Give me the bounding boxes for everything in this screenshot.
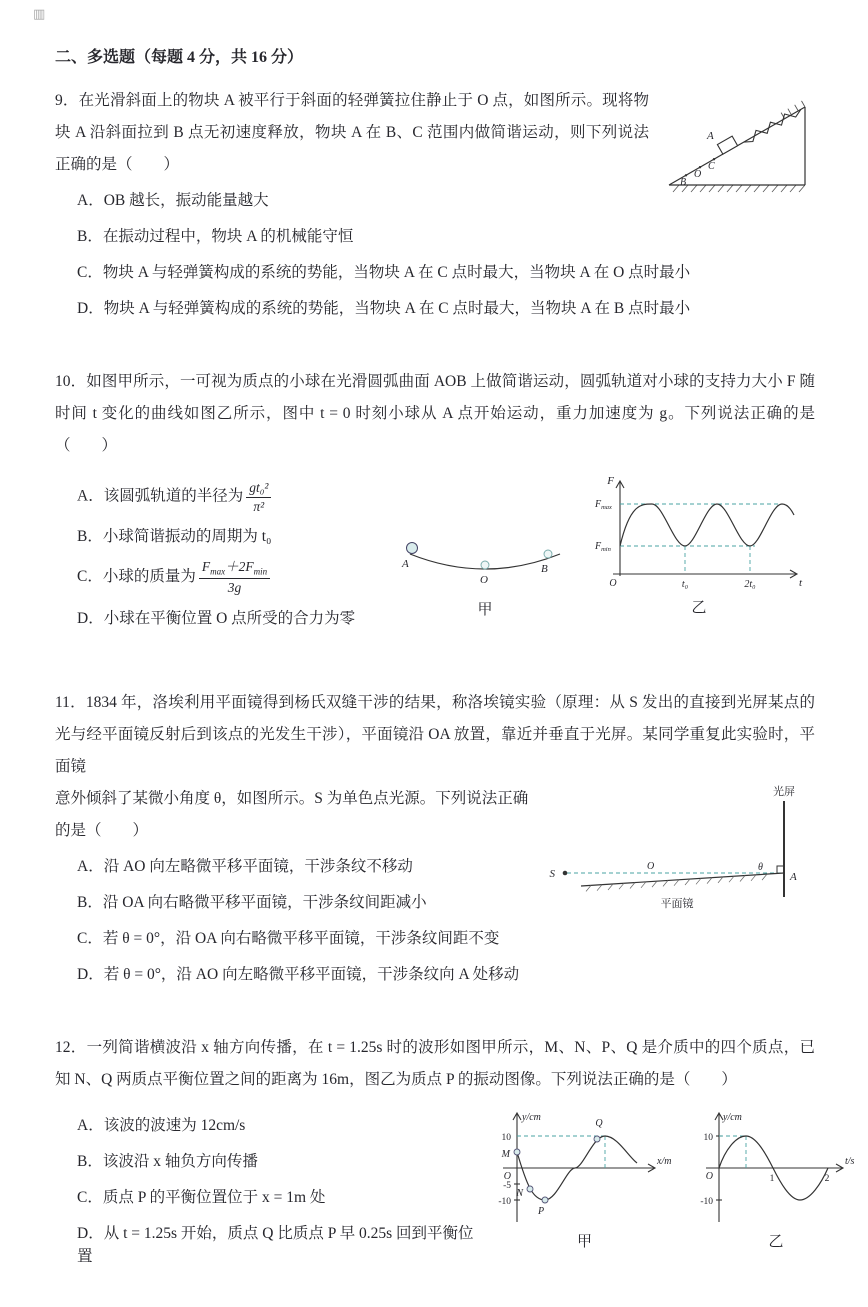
label-screen: 光屏	[773, 785, 795, 798]
question-12-stem: 12．一列简谐横波沿 x 轴方向传播，在 t = 1.25s 时的波形如图甲所示，M、N、P、Q 是介质中的四个质点，已知 N、Q 两质点平衡位置之间的距离为 16m，图乙为质点 P 的振动图像。下列说法正确的是（ ）	[55, 1038, 815, 1088]
question-9-option-c: C．物块 A 与轻弹簧构成的系统的势能，当物块 A 在 C 点时最大，当物块 A 在 O 点时最小	[77, 264, 691, 281]
option-a-text: A．该圆弧轨道的半径为	[77, 487, 244, 505]
arc-track-figure	[395, 524, 575, 619]
ground-hatching	[673, 185, 805, 192]
question-10-option-a	[77, 480, 395, 514]
label-n: N	[516, 1187, 523, 1199]
question-12-option-d: D．从 t = 1.25s 开始，质点 Q 比质点 P 早 0.25s 回到平衡位置	[77, 1224, 474, 1265]
question-9-options	[55, 189, 815, 320]
question-12-option-a: A．该波的波速为 12cm/s	[77, 1116, 246, 1134]
label-a: A	[790, 870, 797, 883]
tick-10: 10	[501, 1132, 511, 1143]
label-b: B	[540, 563, 548, 575]
axis-label-t: t	[799, 577, 803, 589]
label-o: O	[647, 860, 655, 872]
label-m: M	[501, 1148, 510, 1160]
question-10-stem: 10．如图甲所示，一可视为质点的小球在光滑圆弧曲面 AOB 上做简谐运动，圆弧轨道对小球的支持力大小 F 随时间 t 变化的曲线如图乙所示，图中 t = 0 时刻小球从 A 点开始运动，重力加速度为 g。下列说法正确的是（ ）	[55, 373, 815, 454]
fraction-numerator: gt₀²	[246, 480, 271, 498]
question-11-option-a: A．沿 AO 向左略微平移平面镜，干涉条纹不移动	[77, 857, 413, 875]
tick-10: 10	[703, 1132, 713, 1143]
label-q: Q	[595, 1117, 603, 1129]
question-11-option-c: C．若 θ = 0°，沿 OA 向右略微平移平面镜，干涉条纹间距不变	[77, 929, 500, 947]
ball-at-o	[481, 561, 489, 569]
axis-label-x: x/m	[657, 1155, 672, 1167]
ball-at-b	[544, 550, 552, 558]
plane-mirror	[581, 873, 784, 886]
mirror-hatching	[586, 874, 767, 891]
dashed-guides	[719, 1136, 746, 1168]
question-10-option-b: B．小球简谐振动的周期为 t₀	[77, 528, 272, 546]
question-10-option-c	[77, 559, 395, 596]
particle-m	[514, 1149, 520, 1155]
label-o: O	[479, 574, 488, 586]
question-10-option-d: D．小球在平衡位置 O 点所受的合力为零	[77, 609, 356, 627]
tick-minus10: -10	[498, 1196, 511, 1207]
axes	[613, 481, 797, 578]
point-source	[563, 870, 568, 875]
axis-label-t: t/s	[845, 1155, 855, 1167]
particle-q	[594, 1136, 600, 1142]
particle-n	[527, 1186, 533, 1192]
tick-1: 1	[769, 1173, 775, 1184]
force-time-graph	[593, 472, 805, 617]
axes	[503, 1113, 655, 1222]
fraction	[246, 480, 271, 514]
axis-label-y: y/cm	[522, 1111, 541, 1123]
label-point-o: O	[694, 169, 702, 180]
tick-minus5: -5	[503, 1180, 511, 1191]
ball-at-a	[406, 543, 417, 554]
figure-caption: 乙	[768, 1233, 784, 1250]
fraction-denominator: 3g	[227, 580, 242, 596]
question-9-stem: 9．在光滑斜面上的物块 A 被平行于斜面的轻弹簧拉住静止于 O 点，如图所示。现将物块 A 沿斜面拉到 B 点无初速度释放，物块 A 在 B、C 范围内做简谐运动，则下列说法正确的是（ ）	[55, 92, 649, 173]
question-12-options	[55, 1114, 487, 1281]
fraction-denominator: π²	[253, 498, 265, 514]
question-12	[55, 1032, 855, 1281]
incline-spring-figure	[663, 93, 813, 195]
label-s: S	[549, 867, 555, 880]
tick-minus10: -10	[700, 1196, 713, 1207]
block-a	[717, 136, 737, 154]
label-mirror: 平面镜	[660, 897, 694, 910]
fraction-numerator: $F_{max}+2F_{min}$	[199, 559, 270, 579]
figure-caption: 甲	[576, 1233, 592, 1250]
question-11	[55, 687, 815, 986]
axes	[703, 1113, 843, 1222]
figure-caption: 乙	[691, 600, 707, 616]
question-12-option-b: B．该波沿 x 轴负方向传播	[77, 1152, 258, 1170]
label-a: A	[401, 558, 409, 570]
label-t0: t₀	[681, 579, 689, 590]
label-point-b: B	[680, 177, 687, 188]
question-9-option-a: A．OB 越长，振动能量越大	[77, 192, 269, 209]
axis-label-f: F	[607, 475, 614, 487]
fraction	[199, 559, 270, 596]
label-fmax: $F_{max}$	[595, 499, 612, 511]
label-origin: O	[503, 1170, 511, 1182]
label-origin: O	[705, 1170, 713, 1182]
question-9	[55, 85, 815, 320]
question-11-stem-part2: 意外倾斜了某微小角度 θ，如图所示。S 为单色点光源。下列说法正确的是（ ）	[55, 789, 529, 839]
page-corner-icon: ▥	[33, 6, 46, 21]
question-11-option-d: D．若 θ = 0°，沿 AO 向左略微平移平面镜，干涉条纹向 A 处移动	[77, 965, 520, 983]
section-title: 二、多选题（每题 4 分，共 16 分）	[55, 49, 304, 66]
particle-p	[542, 1197, 548, 1203]
question-12-option-c: C．质点 P 的平衡位置位于 x = 1m 处	[77, 1188, 326, 1206]
vibration-graph	[692, 1106, 860, 1251]
dashed-guides	[517, 1136, 605, 1168]
question-9-option-b: B．在振动过程中，物块 A 的机械能守恒	[77, 228, 354, 245]
right-angle-mark	[777, 866, 784, 873]
question-9-option-d: D．物块 A 与轻弹簧构成的系统的势能，当物块 A 在 C 点时最大，当物块 A 在 B 点时最小	[77, 300, 691, 317]
question-11-stem-part1: 11．1834 年，洛埃利用平面镜得到杨氏双缝干涉的结果，称洛埃镜实验（原理：从 S 发出的直接到光屏某点的光与经平面镜反射后到该点的光发生干涉），平面镜沿 OA 放置，靠近并垂直于光屏。某同学重复此实验时，平面镜	[55, 693, 815, 775]
label-fmin: $F_{min}$	[595, 541, 611, 553]
question-11-option-b: B．沿 OA 向右略微平移平面镜，干涉条纹间距减小	[77, 893, 427, 911]
figure-caption: 甲	[477, 602, 493, 618]
label-origin: O	[609, 578, 617, 589]
wave-shape-graph	[487, 1106, 682, 1251]
question-10	[55, 366, 815, 641]
lloyd-mirror-figure	[547, 783, 815, 913]
label-theta: θ	[758, 861, 763, 873]
label-point-c: C	[708, 161, 715, 172]
axis-label-y: y/cm	[723, 1111, 742, 1123]
tick-2: 2	[824, 1173, 830, 1184]
label-2t0: 2t₀	[744, 579, 756, 590]
option-c-text: C．小球的质量为	[77, 567, 196, 585]
force-curve	[620, 504, 794, 546]
label-p: P	[537, 1205, 545, 1217]
question-10-options	[55, 480, 395, 641]
label-block-a: A	[707, 130, 714, 142]
